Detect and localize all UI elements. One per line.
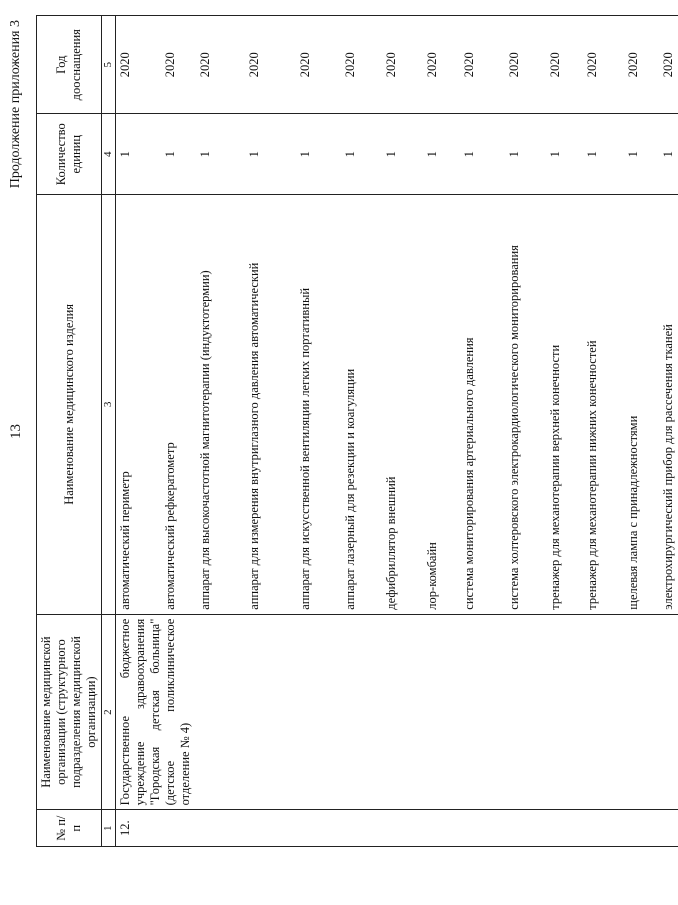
quantity-cell: 1 <box>602 114 643 195</box>
quantity-cell: 1 <box>360 114 401 195</box>
year-cell: 2020 <box>602 16 643 114</box>
year-cell: 2020 <box>401 16 442 114</box>
quantity-cell: 1 <box>524 114 565 195</box>
quantity-cell: 1 <box>442 114 479 195</box>
continuation-label: Продолжение приложения 3 <box>8 20 23 189</box>
year-cell: 2020 <box>215 16 264 114</box>
device-cell: дефибриллятор внешний <box>360 195 401 615</box>
device-cell: система мониторирования артериального давления <box>442 195 479 615</box>
column-number: 5 <box>102 16 116 114</box>
column-number: 2 <box>102 614 116 810</box>
quantity-cell: 1 <box>315 114 360 195</box>
year-cell: 2020 <box>180 16 215 114</box>
header-organization: Наименование медицинской организации (структурного подразделения медицинской организации) <box>37 614 102 810</box>
year-cell: 2020 <box>442 16 479 114</box>
quantity-cell: 1 <box>135 114 180 195</box>
device-cell: тренажер для механотерапии верхней конечности <box>524 195 565 615</box>
year-cell: 2020 <box>643 16 678 114</box>
header-device: Наименование медицинского изделия <box>37 195 102 615</box>
column-number: 3 <box>102 195 116 615</box>
quantity-cell: 1 <box>180 114 215 195</box>
year-cell: 2020 <box>315 16 360 114</box>
table-header-row <box>37 16 102 847</box>
quantity-cell: 1 <box>116 114 136 195</box>
device-cell: аппарат лазерный для резекции и коагуляции <box>315 195 360 615</box>
header-number: № п/п <box>37 810 102 847</box>
year-cell: 2020 <box>479 16 524 114</box>
year-cell: 2020 <box>264 16 315 114</box>
quantity-cell: 1 <box>215 114 264 195</box>
device-cell: тренажер для механотерапии нижних конечностей <box>565 195 602 615</box>
quantity-cell: 1 <box>401 114 442 195</box>
year-cell: 2020 <box>360 16 401 114</box>
device-cell: автоматический периметр <box>116 195 136 615</box>
quantity-cell: 1 <box>565 114 602 195</box>
table-row <box>116 16 136 847</box>
quantity-cell: 1 <box>643 114 678 195</box>
device-cell: аппарат для искусственной вентиляции легких портативный <box>264 195 315 615</box>
year-cell: 2020 <box>565 16 602 114</box>
equipment-table <box>36 15 678 847</box>
organization-cell: Государственное бюджетное учреждение здравоохранения "Городская детская больница" (детское поликлиническое отделение № 4) <box>116 614 678 810</box>
device-cell: автоматический рефкератометр <box>135 195 180 615</box>
column-number: 1 <box>102 810 116 847</box>
column-number: 4 <box>102 114 116 195</box>
row-number-cell: 12. <box>116 810 678 847</box>
table-body <box>116 16 678 847</box>
device-cell: лор-комбайн <box>401 195 442 615</box>
header-quantity: Количество единиц <box>37 114 102 195</box>
device-cell: электрохирургический прибор для рассечения тканей <box>643 195 678 615</box>
device-cell: система холтеровского электрокардиологического мониторирования <box>479 195 524 615</box>
year-cell: 2020 <box>116 16 136 114</box>
column-numbers-row <box>102 16 116 847</box>
quantity-cell: 1 <box>479 114 524 195</box>
year-cell: 2020 <box>524 16 565 114</box>
quantity-cell: 1 <box>264 114 315 195</box>
device-cell: аппарат для высокочастотной магнитотерапии (индуктотермии) <box>180 195 215 615</box>
page-number: 13 <box>8 424 24 439</box>
year-cell: 2020 <box>135 16 180 114</box>
device-cell: щелевая лампа с принадлежностями <box>602 195 643 615</box>
header-year: Год дооснащения <box>37 16 102 114</box>
device-cell: аппарат для измерения внутриглазного давления автоматический <box>215 195 264 615</box>
